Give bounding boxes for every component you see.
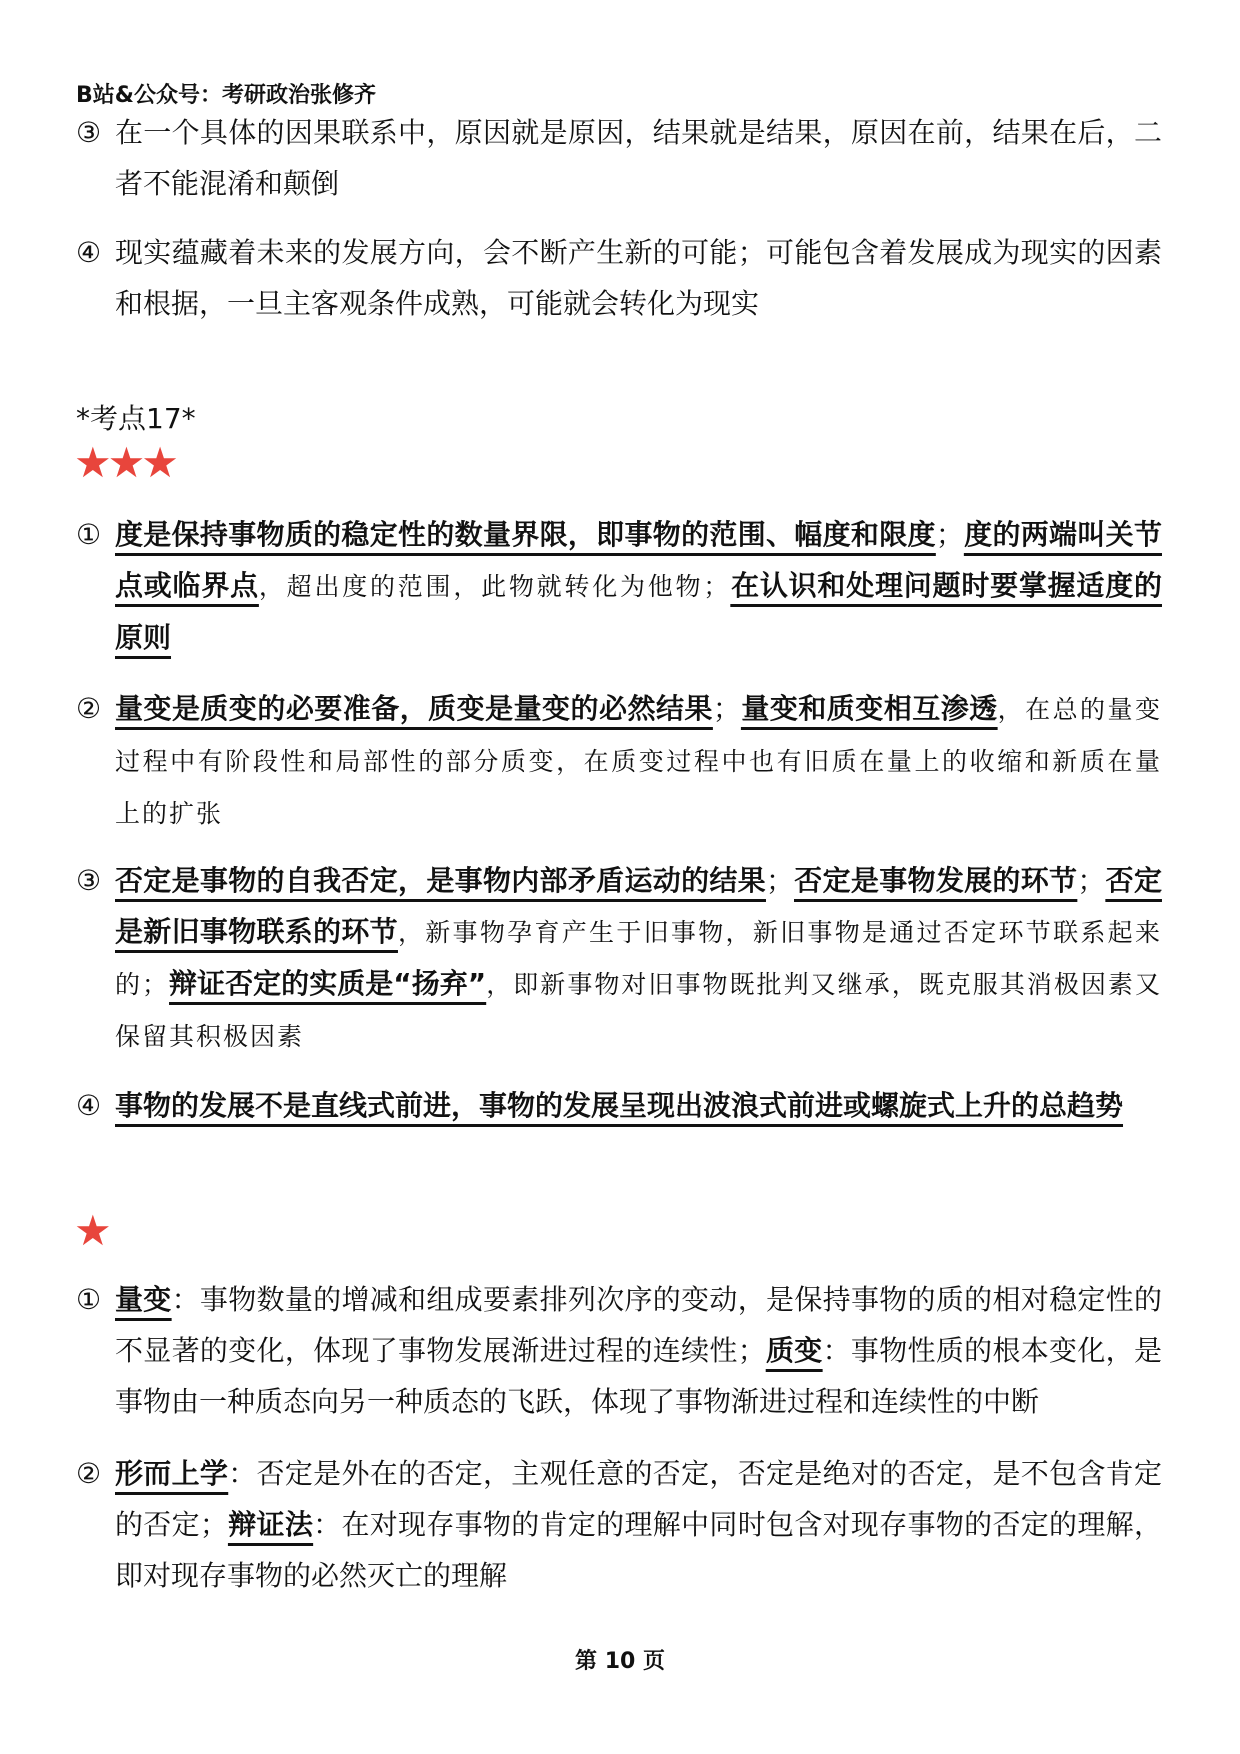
key-point-underlined: 量变是质变的必要准备，质变是量变的必然结果 <box>115 692 713 725</box>
item-number: ③ <box>76 116 102 149</box>
paragraph <box>76 855 1162 1062</box>
paragraph-text <box>115 1274 1162 1427</box>
explanation-text: ，即新事物对旧事物既批判又继承，既克服其消极因素又保留其积极因素 <box>115 970 1162 1051</box>
item-number: ② <box>76 692 102 725</box>
text-run: 现实蕴藏着未来的发展方向，会不断产生新的可能；可能包含着发展成为现实的因素和根据，一旦主客观条件成熟，可能就会转化为现实 <box>115 236 1162 320</box>
key-point-underlined: 事物的发展不是直线式前进，事物的发展呈现出波浪式前进或螺旋式上升的总趋势 <box>115 1089 1124 1122</box>
item-number: ① <box>76 518 102 551</box>
paragraph-text <box>115 855 1162 1062</box>
text-run: ：否定是外在的否定，主观任意的否定，否定是绝对的否定，是不包含肯定的否定； <box>115 1457 1162 1541</box>
page-header: B站&公众号：考研政治张修齐 <box>76 83 376 108</box>
paragraph-text <box>115 509 1162 663</box>
star-rating-icon: ★★★ <box>74 438 175 487</box>
key-point-underlined: 形而上学 <box>115 1457 229 1490</box>
item-number: ④ <box>76 236 102 269</box>
paragraph-text <box>115 1448 1162 1601</box>
key-point-underlined: 度的两端叫关节点或临界点 <box>115 518 1162 602</box>
paragraph <box>76 683 1162 839</box>
paragraph-text <box>115 683 1162 839</box>
key-point-underlined: 在认识和处理问题时要掌握适度的原则 <box>115 569 1162 654</box>
item-number: ② <box>76 1457 102 1490</box>
text-run: ； <box>1077 864 1106 897</box>
key-point-underlined: 否定是事物发展的环节 <box>794 864 1078 897</box>
item-number: ④ <box>76 1089 102 1122</box>
star-rating-icon: ★ <box>74 1206 108 1255</box>
text-run: ：在对现存事物的肯定的理解中同时包含对现存事物的否定的理解，即对现存事物的必然灭亡的理解 <box>115 1508 1162 1592</box>
text-run: ：事物数量的增减和组成要素排列次序的变动，是保持事物的质的相对稳定性的不显著的变化，体现了事物发展渐进过程的连续性； <box>115 1283 1162 1367</box>
key-point-underlined: 辩证法 <box>227 1508 314 1541</box>
paragraph-text <box>115 227 1162 329</box>
text-run: ； <box>765 864 794 897</box>
item-number: ① <box>76 1283 102 1316</box>
text-run: ； <box>935 518 964 551</box>
key-point-underlined: 度是保持事物质的稳定性的数量界限，即事物的范围、幅度和限度 <box>115 518 936 551</box>
text-run: 在一个具体的因果联系中，原因就是原因，结果就是结果，原因在前，结果在后，二者不能混淆和颠倒 <box>115 116 1162 200</box>
paragraph-text <box>115 107 1162 209</box>
key-point-underlined: 否定是新旧事物联系的环节 <box>115 864 1162 948</box>
item-number: ③ <box>76 864 102 897</box>
paragraph <box>76 1080 1162 1131</box>
paragraph <box>76 509 1162 663</box>
text-run: ：事物性质的根本变化，是事物由一种质态向另一种质态的飞跃，体现了事物渐进过程和连续性的中断 <box>115 1334 1162 1418</box>
key-point-underlined: 量变 <box>115 1283 172 1316</box>
explanation-text: ，超出度的范围，此物就转化为他物； <box>258 572 731 601</box>
key-point-underlined: 辩证否定的实质是“扬弃” <box>169 967 487 1000</box>
paragraph <box>76 1448 1162 1601</box>
section-title: *考点17* <box>76 402 196 435</box>
key-point-underlined: 量变和质变相互渗透 <box>740 692 998 725</box>
text-run: ； <box>712 692 741 725</box>
page-number: 第 10 页 <box>575 1649 665 1674</box>
explanation-text: ，新事物孕育产生于旧事物，新旧事物是通过否定环节联系起来的； <box>115 918 1162 999</box>
paragraph <box>76 1274 1162 1427</box>
paragraph <box>76 227 1162 329</box>
paragraph-text <box>115 1080 1162 1131</box>
key-point-underlined: 质变 <box>765 1334 823 1367</box>
explanation-text: ，在总的量变过程中有阶段性和局部性的部分质变，在质变过程中也有旧质在量上的收缩和新质在量上的扩张 <box>115 695 1162 828</box>
key-point-underlined: 否定是事物的自我否定，是事物内部矛盾运动的结果 <box>115 864 766 897</box>
paragraph <box>76 107 1162 209</box>
